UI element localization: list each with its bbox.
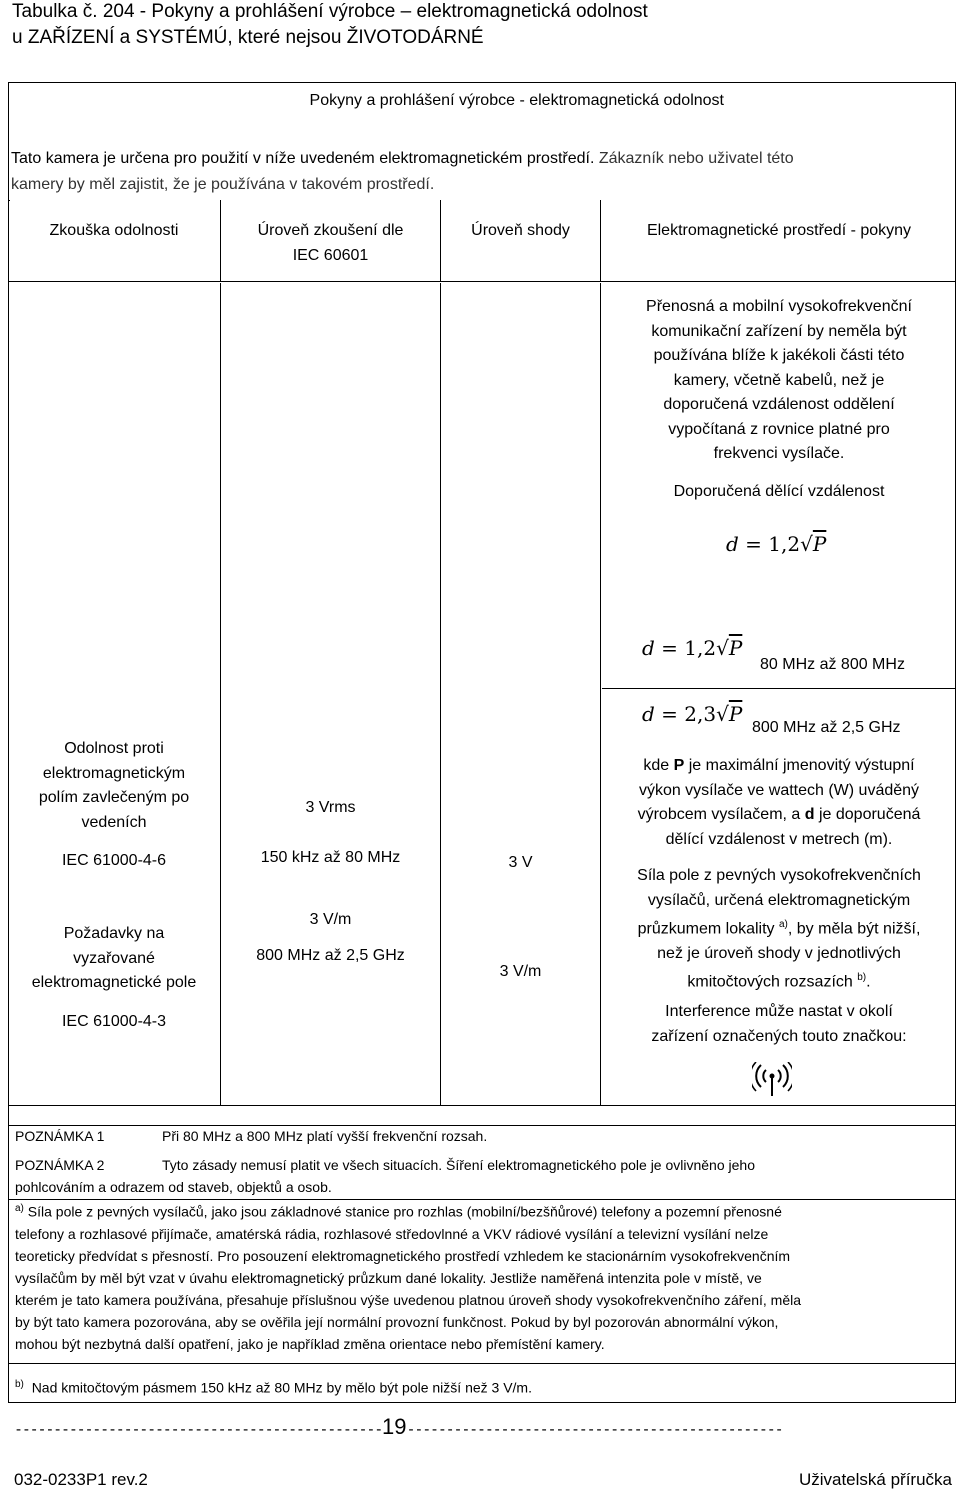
note-2-text: Tyto zásady nemusí platit ve všech situacích. Šíření elektromagnetického pole je ovlivněno jeho — [162, 1157, 755, 1173]
header-test-level-line2: IEC 60601 — [292, 246, 369, 264]
footnote-a-l1: Síla pole z pevných vysílačů, jako jsou základnové stanice pro rozhlas (mobilní/bezšňůrové) telefony a pozemní přenosné — [23, 1203, 782, 1220]
body-divider-1 — [220, 283, 221, 1105]
intro-line2: kamery by měl zajistit, že je používána v takovém prostředí. — [11, 176, 435, 193]
formula-1-eq: = — [745, 532, 762, 556]
radio-interference-icon — [752, 1062, 792, 1098]
where-l3a: výrobcem vysílačem, a — [637, 806, 805, 823]
header-divider-1 — [220, 200, 221, 281]
conducted-line-1: Odolnost proti — [64, 740, 164, 757]
formula-3-var: P — [728, 702, 743, 726]
note-1-label: POZNÁMKA 1 — [15, 1128, 105, 1144]
header-divider-2 — [440, 200, 441, 281]
intro-text — [11, 146, 794, 198]
intro-line1-prefix: Tato kamera je určena pro použití v níže uvedeném elektromagnetickém prostředí. — [11, 150, 595, 167]
header-em-environment: Elektromagnetické prostředí - pokyny — [646, 222, 912, 239]
field-l4: než je úroveň shody v jednotlivých — [657, 944, 901, 962]
field-l3a: průzkumem lokality — [637, 920, 779, 938]
header-bottom-border — [8, 281, 956, 282]
range-800-2500: 800 MHz až 2,5 GHz — [752, 719, 901, 736]
range-80-800: 80 MHz až 800 MHz — [760, 656, 905, 673]
formula-2 — [642, 636, 742, 660]
formula-1-lhs: d — [726, 532, 739, 556]
radiated-standard: IEC 61000-4-3 — [61, 1013, 167, 1030]
body-divider-3 — [600, 283, 601, 1105]
box-heading: Pokyny a prohlášení výrobce - elektromagnetická odolnost — [309, 92, 724, 109]
guidance-line-6: vypočítaná z rovnice platné pro — [668, 420, 890, 438]
conducted-line-4: vedeních — [81, 813, 147, 831]
page-number: 19 — [382, 1414, 407, 1439]
formula-separator — [602, 688, 956, 689]
test-level-vm: 3 V/m — [309, 911, 352, 928]
conducted-line-3: polím zavlečeným po — [38, 789, 190, 806]
sqrt-icon: √ — [716, 636, 729, 660]
guidance-line-1: Přenosná a mobilní vysokofrekvenční — [646, 298, 912, 315]
formula-explanation — [602, 754, 956, 852]
guidance-line-5: doporučená vzdálenost oddělení — [663, 396, 895, 413]
test-level-vrms: 3 Vrms — [305, 799, 356, 816]
note-1-text: Při 80 MHz a 800 MHz platí vyšší frekvenční rozsah. — [162, 1128, 488, 1144]
formula-2-coef: 1,2 — [684, 636, 717, 660]
radiated-line-2: vyzařované — [73, 949, 155, 967]
compliance-v: 3 V — [508, 854, 533, 871]
interference-text — [602, 1000, 956, 1049]
field-l5b: . — [866, 973, 871, 991]
conducted-immunity-label — [9, 737, 219, 835]
table-bottom-border — [8, 1105, 956, 1106]
document-title-line2: u ZAŘÍZENÍ a SYSTÉMÚ, které nejsou ŽIVOTODÁRNÉ — [12, 27, 484, 48]
manual-title: Uživatelská příručka — [798, 1470, 952, 1489]
sqrt-icon: √ — [716, 702, 729, 726]
formula-3-coef: 2,3 — [684, 702, 717, 726]
note-2-continuation: pohlcováním a odrazem od staveb, objektů a osob. — [15, 1179, 332, 1195]
where-l4: dělící vzdálenost v metrech (m). — [665, 830, 893, 848]
field-l5a: kmitočtových rozsazích — [687, 973, 858, 991]
document-id: 032-0233P1 rev.2 — [14, 1470, 148, 1489]
interference-l1: Interference může nastat v okolí — [665, 1003, 893, 1020]
formula-2-eq: = — [661, 636, 678, 660]
header-divider-3 — [600, 200, 601, 281]
where-l1c: je maximální jmenovitý výstupní — [684, 757, 915, 774]
formula-2-lhs: d — [642, 636, 655, 660]
where-d: d — [804, 806, 815, 823]
formula-1 — [726, 532, 826, 556]
footnote-b-text: Nad kmitočtovým pásmem 150 kHz až 80 MHz by mělo být pole nižší než 3 V/m. — [31, 1379, 532, 1396]
where-l2: výkon vysílače ve wattech (W) uváděný — [638, 781, 920, 799]
footnote-b-mark: b) — [15, 1379, 24, 1390]
dashes-right: ------------------------------------------------ — [406, 1420, 783, 1438]
formula-3-eq: = — [661, 702, 678, 726]
field-l3b: , by měla být nižší, — [787, 920, 921, 938]
field-l1: Síla pole z pevných vysokofrekvenčních — [637, 867, 921, 884]
field-l2: vysílačů, určená elektromagnetickým — [647, 891, 911, 909]
note-2-label: POZNÁMKA 2 — [15, 1157, 105, 1173]
compliance-vm: 3 V/m — [499, 963, 542, 980]
where-l1a: kde — [643, 757, 674, 774]
page-number-line — [14, 1414, 954, 1440]
guidance-line-7: frekvenci vysílače. — [713, 445, 845, 462]
conducted-standard: IEC 61000-4-6 — [61, 852, 167, 869]
guidance-line-3: používána blíže k jakékoli části této — [653, 347, 905, 364]
guidance-line-2: komunikační zařízení by neměla být — [651, 322, 907, 340]
footnote-a-l7: mohou být nezbytná další opatření, jako je například změna orientace nebo přemístění kamery. — [15, 1335, 605, 1352]
radiated-immunity-label — [9, 922, 219, 996]
field-strength-guidance — [602, 864, 956, 995]
recommended-distance-label: Doporučená dělící vzdálenost — [673, 483, 885, 500]
header-test-level-line1: Úroveň zkoušení dle — [257, 222, 404, 239]
document-title-line1: Tabulka č. 204 - Pokyny a prohlášení výrobce – elektromagnetická odolnost — [12, 1, 648, 22]
radiated-line-3: elektromagnetické pole — [31, 974, 197, 991]
footnote-a-l5: kterém je tato kamera používána, přesahuje příslušnou výše uvedenou platnou úroveň shody vysokofrekvenčního záření, měla — [15, 1291, 802, 1308]
body-divider-2 — [440, 283, 441, 1105]
radiated-line-1: Požadavky na — [63, 925, 165, 942]
footnote-a-l3: teoreticky předvídat s přesností. Pro posouzení elektromagnetického prostředí vzhledem ke stacionárním vysokofrekvenčním — [15, 1247, 791, 1264]
test-level-range-2: 800 MHz až 2,5 GHz — [256, 947, 405, 964]
footnote-a-l2: telefony a rozhlasové přijímače, amatérská rádia, rozhlasové středovlnné a VKV rádiové vysílání a televizní vysílání nelze — [15, 1225, 769, 1242]
formula-3 — [642, 702, 742, 726]
test-level-range-1: 150 kHz až 80 MHz — [260, 849, 401, 866]
dashes-left: ----------------------------------------------- — [14, 1420, 383, 1438]
notes-box — [8, 1126, 956, 1403]
formula-1-coef: 1,2 — [768, 532, 801, 556]
conducted-line-2: elektromagnetickým — [42, 764, 186, 782]
footnote-a-mark: a) — [15, 1203, 24, 1214]
field-l5-sup: b) — [857, 972, 867, 984]
footnote-a-l6: by být tato kamera pozorována, aby se ověřila její normální provozní funkčnost. Pokud by byl pozorován abnormální výkon, — [15, 1313, 779, 1330]
portable-equipment-guidance — [602, 295, 956, 467]
interference-l2: zařízení označených touto značkou: — [651, 1027, 907, 1045]
header-test-level — [222, 219, 439, 268]
intro-line1-suffix: Zákazník nebo uživatel této — [594, 150, 794, 167]
header-immunity-test: Zkouška odolnosti — [49, 222, 179, 239]
formula-1-var: P — [812, 532, 827, 556]
formula-3-lhs: d — [642, 702, 655, 726]
field-l3-sup: a) — [778, 919, 788, 930]
where-p: P — [673, 757, 685, 774]
header-compliance-level: Úroveň shody — [471, 222, 570, 239]
formula-2-var: P — [728, 636, 743, 660]
sqrt-icon: √ — [800, 532, 813, 556]
where-l3c: je doporučená — [814, 806, 921, 823]
footnote-a-l4: vysílačům by měl být vzat v úvahu elektromagnetický průzkum dané lokality. Jestliže naměřená intenzita pole v místě, ve — [15, 1269, 762, 1286]
guidance-line-4: kamery, včetně kabelů, než je — [673, 371, 885, 389]
